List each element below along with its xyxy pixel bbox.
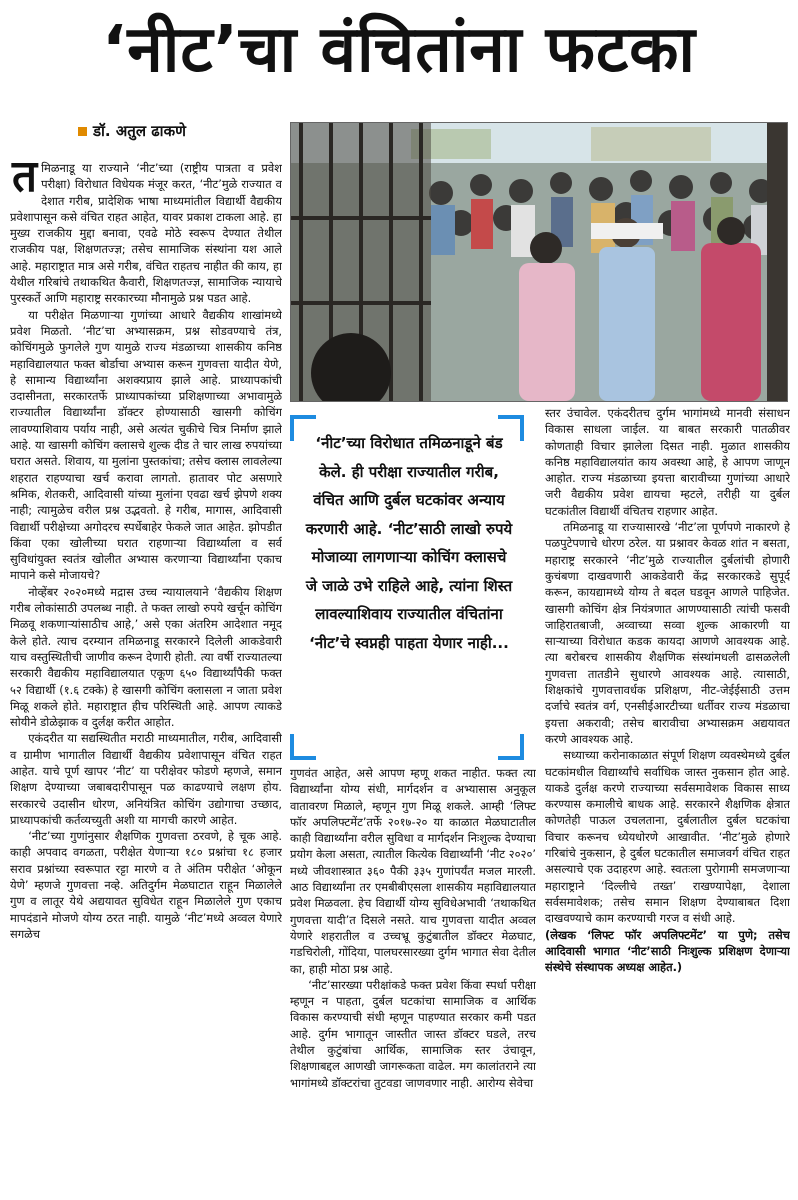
- headline: ‘नीट’चा वंचितांना फटका: [101, 13, 697, 87]
- pull-quote: [290, 415, 524, 760]
- news-photo: [290, 122, 788, 402]
- paragraph: स्तर उंचावेल. एकंदरीतच दुर्गम भागांमध्ये मानवी संसाधन विकास साधला जाईल. या बाबत सरकारी पातळीवर कोणताही विचार झालेला दिसत नाही. मुळात शासकीय कनिष्ठ महाविद्यालयांत काय अवस्था आहे, हे आपण जाणून आहोत. राज्य मंडळाच्या इयत्ता बारावीच्या गुणांच्या आधारे जरी वैद्यकीय प्रवेश द्यायचा म्हटले, तरीही या दुर्बल घटकांतील विद्यार्थी वंचितच राहणार आहेत.: [545, 406, 790, 518]
- article-column-1: [10, 160, 282, 1195]
- crowd-photo-illustration: [291, 123, 787, 401]
- article-column-3: [545, 405, 790, 1195]
- paragraph: ‘नीट’सारख्या परीक्षांकडे फक्त प्रवेश किंवा स्पर्धा परीक्षा म्हणून न पाहता, दुर्बल घटकांचा सामाजिक व आर्थिक विकास करण्याची संधी म्हणून पाहण्यात सरकार कमी पडत आहे. दुर्गम भागातून जास्तीत जास्त डॉक्टर घडले, तरच तेथील कुटुंबांचा आर्थिक, सामाजिक स्तर उंचावून, शिक्षणाबद्दल आणखी जागरूकता वाढेल. मग कालांतराने त्या भागांमध्ये डॉक्टरांचा तुटवडा जाणवणार नाही. आरोग्य सेवेचा: [290, 977, 536, 1090]
- paragraph: एकंदरीत या सद्यस्थितीत मराठी माध्यमातील, गरीब, आदिवासी व ग्रामीण भागातील विद्यार्थी वैद्यकीय प्रवेशापासून वंचित राहत आहेत. याचे पूर्ण खापर ‘नीट’ या परीक्षेवर फोडणे म्हणजे, समान शिक्षण देण्याच्या जबाबदारीपासून पळ काढण्याचे लक्षण होय. सरकारचे उदासीन धोरण, अनियंत्रित कोचिंग उद्योगाचा उच्छाद, प्राध्यापकांची कर्तव्यच्युती अशी या मागची कारणे आहेत.: [10, 731, 282, 827]
- paragraph: सध्याच्या करोनाकाळात संपूर्ण शिक्षण व्यवस्थेमध्ये दुर्बल घटकांमधील विद्यार्थ्यांचे सर्वाधिक जास्त नुकसान होत आहे. याकडे दुर्लक्ष करणे राज्याच्या सर्वसमावेशक विकास साध्य करण्यास कमालीचे बाधक आहे. सरकारने शैक्षणिक क्षेत्रात कोणतेही पाऊल उचलताना, दुर्बलातील दुर्बल घटकांचा विचार करूनच ध्येयधोरणे आखावीत. ‘नीट’मुळे होणारे गरिबांचे नुकसान, हे दुर्बल घटकातील समाजवर्ग वंचित राहत असल्याचे एक उदाहरण आहे. स्वतःला पुरोगामी समजणाऱ्या महाराष्ट्राने ‘दिल्लीचे तख्त’ राखण्यापेक्षा, देशाला सर्वसमावेशक; तसेच समान शिक्षण देण्याबाबत दिशा दाखवण्याचे काम करण्याची गरज व संधी आहे.: [545, 748, 790, 926]
- byline: [78, 120, 186, 142]
- author-note: (लेखक ‘लिफ्ट फॉर अपलिफ्टमेंट’ या पुणे; तसेच आदिवासी भागात ‘नीट’साठी निःशुल्क प्रशिक्षण देणाऱ्या संस्थेचे संस्थापक अध्यक्ष आहेत.): [545, 927, 790, 975]
- paragraph: [10, 160, 282, 307]
- paragraph: गुणवंत आहेत, असे आपण म्हणू शकत नाहीत. फक्त त्या विद्यार्थ्यांना योग्य संधी, मार्गदर्शन व अभ्यासास अनुकूल वातावरण मिळाले, म्हणून गुण मिळू शकले. आम्ही ‘लिफ्ट फॉर अपलिफ्टमेंट’तर्फे २०१७-२० या काळात मेळघाटातील काही विद्यार्थ्यांना वरील सुविधा व मार्गदर्शन निःशुल्क देण्याचा प्रयोग केला असता, त्यातील कित्येक विद्यार्थ्यांनी ‘नीट २०२०’ मध्ये जीवशास्त्रात ३६० पैकी ३३५ गुणांपर्यंत मजल मारली. आठ विद्यार्थ्यांना तर एमबीबीएसला शासकीय महाविद्यालयात प्रवेश मिळवला. हेच विद्यार्थी योग्य सुविधेअभावी ‘तथाकथित गुणवत्ता यादी’त दिसले नसते. याच गुणवत्ता यादीत अव्वल येणारे शहरातील व उच्चभ्रू कुटुंबातील डॉक्टर मेळघाट, गडचिरोली, गोंदिया, पालघरसारख्या दुर्गम भागात सेवा देतील का, हाही मोठा प्रश्न आहे.: [290, 766, 536, 976]
- paragraph: तमिळनाडू या राज्यासारखे ‘नीट’ला पूर्णपणे नाकारणे हे पळपुटेपणाचे धोरण ठरेल. या प्रश्नावर केवळ शांत न बसता, महाराष्ट्र सरकारने ‘नीट’मुळे राज्यातील दुर्बलांची होणारी कुचंबणा दाखवणारी आकडेवारी केंद्र सरकारकडे सुपूर्द करून, कायद्यामध्ये योग्य ते बदल घडवून आणले पाहिजेत. खासगी कोचिंग क्षेत्र नियंत्रणात आणण्यासाठी त्यांची फसवी जाहिरातबाजी, अव्वाच्या सव्वा शुल्क आकारणी या साऱ्याच्या विरोधात कडक कायदा आणणे आवश्यक आहे. त्या बरोबरच शासकीय शैक्षणिक संस्थांमधली ढासळलेली गुणवत्ता तातडीने सुधारणे आवश्यक आहे. त्यासाठी, शिक्षकांचे गुणवत्तावर्धक प्रशिक्षण, नीट-जेईईसाठी उत्तम दर्जाचे स्वतंत्र वर्ग, एनसीईआरटीच्या धर्तीवर राज्य मंडळाचा इयत्ता अकरावी; तसेच बारावीचा अभ्यासक्रम अद्ययावत करणे आवश्यक आहे.: [545, 520, 790, 746]
- paragraph: ‘नीट’च्या गुणांनुसार शैक्षणिक गुणवत्ता ठरवणे, हे चूक आहे. काही अपवाद वगळता, परीक्षेत येणाऱ्या १८० प्रश्नांचा १८ हजार सराव प्रश्नांच्या स्वरूपात रट्टा मारणे व ते अंतिम परीक्षेत ‘ओकून येणे’ म्हणजे गुणवत्ता नव्हे. अतिदुर्गम मेळघाटात राहून मिळालेले गुण व लातूर येथे अद्ययावत सुविधेत राहून मिळालेले गुण एकाच मापदंडाने मोजणे योग्य ठरत नाही. यामुळे ‘नीट’मध्ये अव्वल येणारे सगळेच: [10, 829, 282, 941]
- article-column-2: [290, 765, 536, 1195]
- paragraph: या परीक्षेत मिळणाऱ्या गुणांच्या आधारे वैद्यकीय शाखांमध्ये प्रवेश मिळतो. ‘नीट’चा अभ्यासक्रम, प्रश्न सोडवण्याचे तंत्र, कोचिंगमुळे फुगलेले गुण यामुळे राज्य मंडळाच्या शासकीय कनिष्ठ महाविद्यालयात फक्त बोर्डाचा अभ्यास करून गुणवत्ता यादीत येणे, हे सामान्य विद्यार्थ्यांना अशक्यप्राय झाले आहे. प्राध्यापकांची उदासीनता, सरकारतर्फे प्राध्यापकांच्या प्रशिक्षणाच्या अभावामुळे राज्यातील विद्यार्थ्यांना डॉक्टर होण्यासाठी खासगी कोचिंग लावण्याशिवाय पर्याय नाही, असे अत्यंत चुकीचे चित्र निर्माण झाले आहे. या खासगी कोचिंग क्लासचे शुल्क दीड ते चार लाख रुपयांच्या घरात असते. शिवाय, या मुलांना पुस्तकांचा; तसेच क्लास लावलेल्या शहरात राहण्याचा खर्च करावा लागतो. हातावर पोट असणारे श्रमिक, शेतकरी, आदिवासी यांच्या मुलांना एवढा खर्च झेपणे शक्य नाही; त्यामुळेच वरील प्रश्न उद्भवतो. हे गरीब, मागास, आदिवासी विद्यार्थी परीक्षेच्या अगोदरच स्पर्धेबाहेर फेकले जात आहेत. झोपडीत किंवा एका खोलीच्या घरात राहणाऱ्या विद्यार्थ्याला व सर्व सुविधांयुक्त स्वतंत्र खोलीत अभ्यास करणाऱ्या विद्यार्थ्यांना एकाच मापाने कसे मोजायचे?: [10, 307, 282, 583]
- pull-quote-text: ‘नीट’च्या विरोधात तमिळनाडूने बंड केले. ही परीक्षा राज्यातील गरीब, वंचित आणि दुर्बल घटकांवर अन्याय करणारी आहे. ‘नीट’साठी लाखो रुपये मोजाव्या लागणाऱ्या कोचिंग क्लासचे जे जाळे उभे राहिले आहे, त्यांना शिस्त लावल्याशिवाय राज्यातील वंचितांना ‘नीट’चे स्वप्नही पाहता येणार नाही...: [305, 434, 513, 652]
- paragraph-text: मिळनाडू या राज्याने ‘नीट’च्या (राष्ट्रीय पात्रता व प्रवेश परीक्षा) विरोधात विधेयक मंजूर करत, ‘नीट’मुळे राज्यात व देशात गरीब, प्रादेशिक भाषा माध्यमांतील विद्यार्थी वैद्यकीय प्रवेशापासून कसे वंचित राहत आहेत, यावर प्रकाश टाकला आहे. हा मुख्य राजकीय मुद्दा बनावा, एवढे मोठे स्वरूप देण्यात तेथील राजकीय पक्ष, शिक्षणतज्ज्ञ; तसेच सामाजिक संस्थांना यश आले आहे. महाराष्ट्रात मात्र असे गरीब, वंचित राहतच नाहीत की काय, हा येथील गरिबांचे तथाकथित कैवारी, शिक्षणतज्ज्ञ, सामाजिक न्यायाचे पुरस्कर्ते आणि महाराष्ट्र सरकारच्या मौनामुळे प्रश्न पडत आहे.: [10, 161, 282, 306]
- bullet-square-icon: [78, 127, 87, 136]
- drop-cap: त: [12, 160, 38, 202]
- author-name: डॉ. अतुल ढाकणे: [93, 122, 186, 140]
- paragraph: नोव्हेंबर २०२०मध्ये मद्रास उच्च न्यायालयाने ‘वैद्यकीय शिक्षण गरीब लोकांसाठी उपलब्ध नाही. ते फक्त लाखो रुपये खर्चून कोचिंग मिळवू शकणाऱ्यांसाठीच आहे,’ असे एका अंतरिम आदेशात नमूद केले होते. त्याच दरम्यान तमिळनाडू सरकारने दिलेली आकडेवारी याच वस्तुस्थितीची जाणीव करून देणारी होती. त्या वर्षी राज्यातल्या सरकारी वैद्यकीय महाविद्यालयात एकूण ६५० विद्यार्थ्यांपैकी फक्त ५२ विद्यार्थी (१.६ टक्के) हे खासगी कोचिंग क्लासला न जाता प्रवेश मिळू शकले होते. महाराष्ट्रात हीच परिस्थिती आहे. आपण त्याकडे सोयीने डोळेझाक व दुर्लक्ष करीत आहोत.: [10, 584, 282, 730]
